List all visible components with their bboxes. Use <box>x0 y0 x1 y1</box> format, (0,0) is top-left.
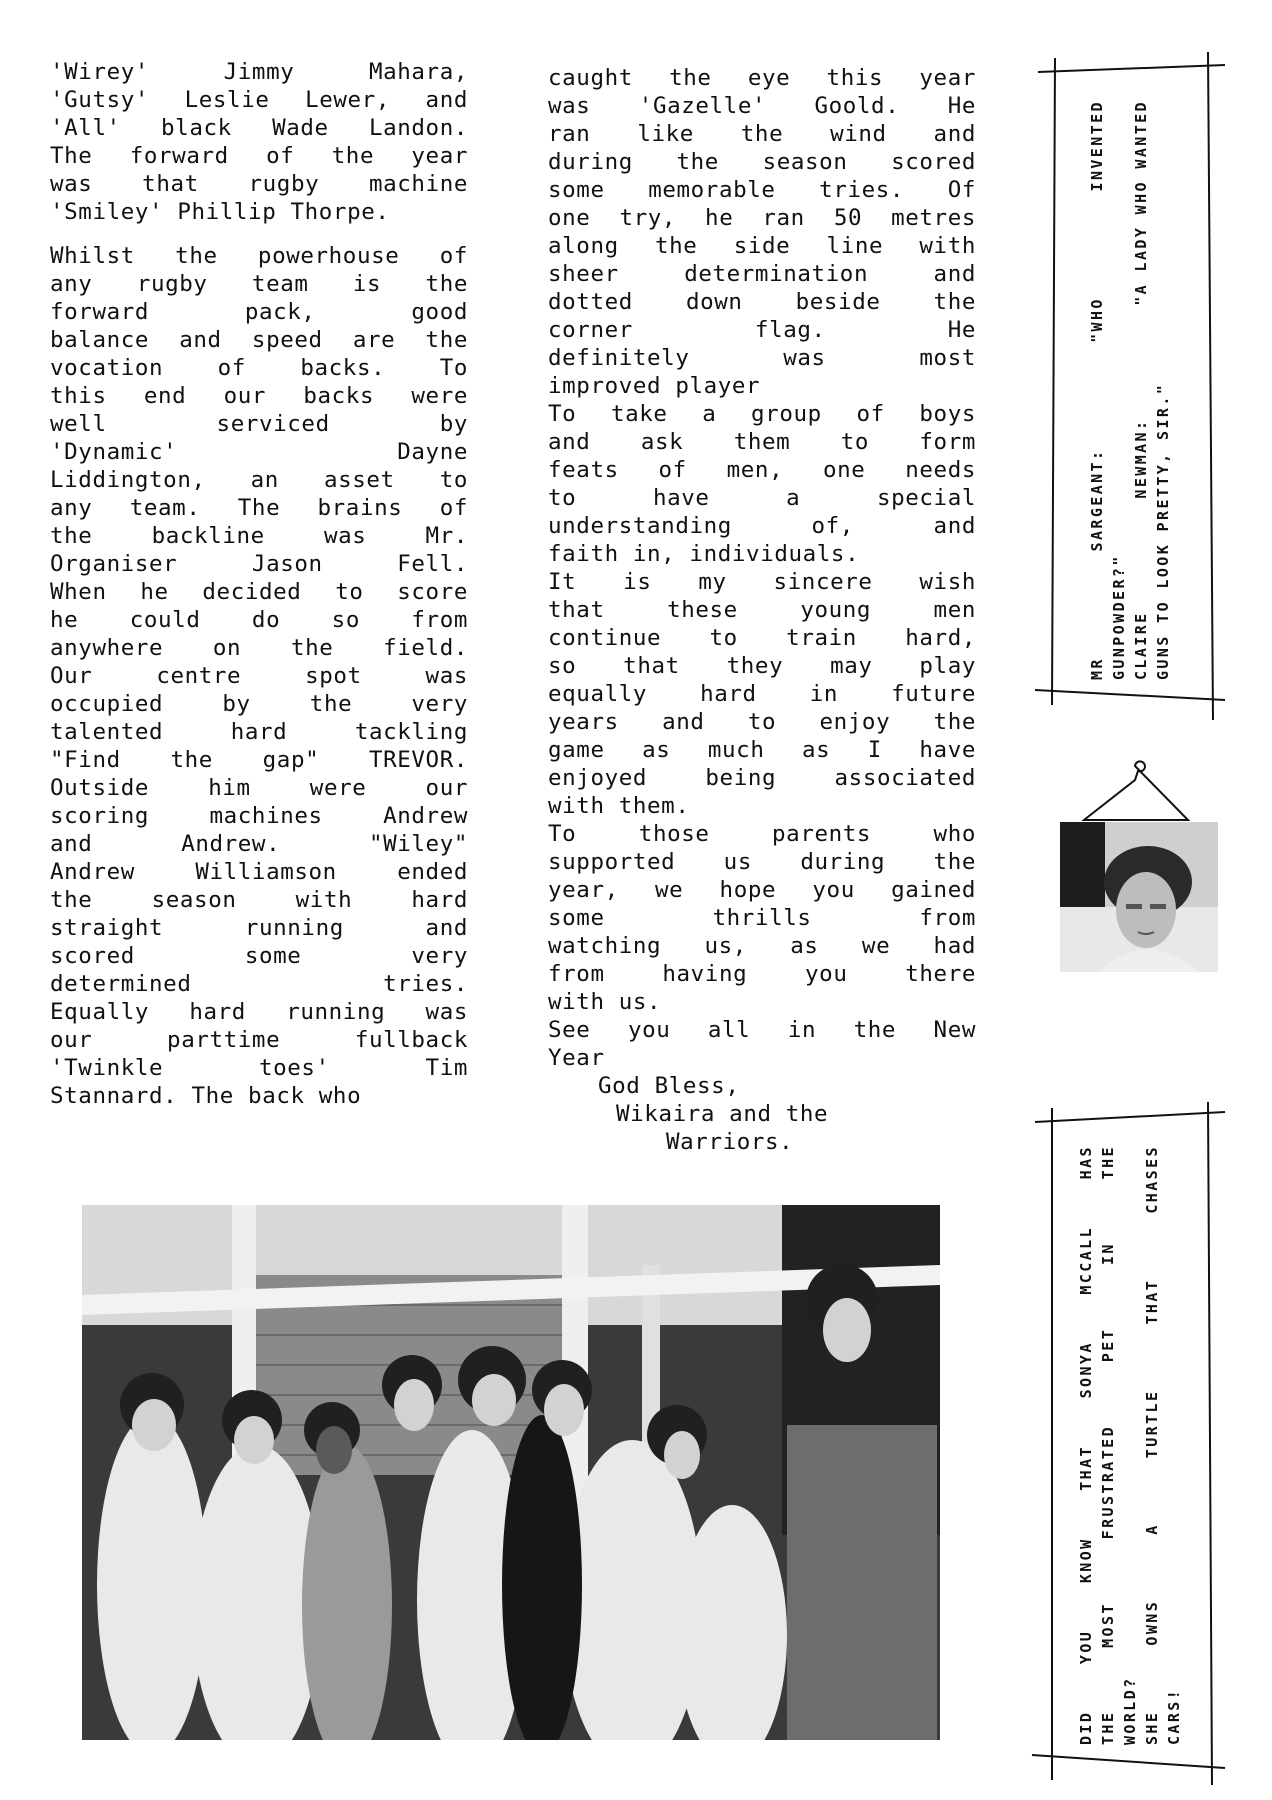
box-word: "A LADY WHO WANTED <box>1132 100 1150 306</box>
text-line: understanding of, and <box>548 513 976 539</box>
text-line: Year <box>548 1045 605 1071</box>
text-line: To take a group of boys <box>548 401 976 427</box>
article-column-1 <box>50 58 468 1110</box>
box-word: SARGEANT: <box>1088 448 1106 552</box>
box-line <box>1075 1145 1097 1745</box>
text-line: during the season scored <box>548 149 976 175</box>
text-line: 'Gutsy' Leslie Lewer, and <box>50 87 468 113</box>
box-word: THE <box>1099 1710 1117 1745</box>
box-word: THAT <box>1077 1445 1095 1491</box>
signoff-line-3: Warriors. <box>666 1129 794 1155</box>
box-word: "WHO <box>1088 297 1106 343</box>
box-word: THE <box>1099 1145 1117 1180</box>
box-line <box>1141 1145 1163 1745</box>
text-line: caught the eye this year <box>548 65 976 91</box>
box-word: CLAIRE <box>1132 611 1150 680</box>
text-line: along the side line with <box>548 233 976 259</box>
did-you-know-text <box>1075 1145 1185 1745</box>
box-word: CHASES <box>1143 1145 1161 1214</box>
box-line <box>1152 100 1174 680</box>
text-line: vocation of backs. To <box>50 355 468 381</box>
box-word: INVENTED <box>1088 100 1106 192</box>
box-word: MR <box>1088 657 1106 680</box>
text-line: 'Dynamic' Dayne <box>50 439 468 465</box>
text-line: well serviced by <box>50 411 468 437</box>
text-line: definitely was most <box>548 345 976 371</box>
text-line: dotted down beside the <box>548 289 976 315</box>
signoff-line-1: God Bless, <box>598 1073 740 1099</box>
text-line: the season with hard <box>50 887 468 913</box>
text-line: Our centre spot was <box>50 663 468 689</box>
text-line: the backline was Mr. <box>50 523 468 549</box>
box-word: GUNPOWDER?" <box>1110 554 1128 680</box>
text-line: talented hard tackling <box>50 719 468 745</box>
text-line: scored some very <box>50 943 468 969</box>
text-line: scoring machines Andrew <box>50 803 468 829</box>
text-line: balance and speed are the <box>50 327 468 353</box>
text-line: continue to train hard, <box>548 625 976 651</box>
box-word: MOST <box>1099 1602 1117 1648</box>
text-line: was 'Gazelle' Goold. He <box>548 93 976 119</box>
box-word: PET <box>1099 1327 1117 1363</box>
column2-paragraph-5 <box>548 1016 976 1072</box>
text-line: equally hard in future <box>548 681 976 707</box>
text-line: one try, he ran 50 metres <box>548 205 976 231</box>
box-word: TURTLE <box>1143 1389 1161 1459</box>
text-line: watching us, as we had <box>548 933 976 959</box>
quote-box-text <box>1086 100 1174 680</box>
box-word: HAS <box>1077 1145 1095 1180</box>
text-line: straight running and <box>50 915 468 941</box>
text-line: and ask them to form <box>548 429 976 455</box>
box-word: THAT <box>1143 1278 1161 1325</box>
text-line: any team. The brains of <box>50 495 468 521</box>
text-line: feats of men, one needs <box>548 457 976 483</box>
text-line: To those parents who <box>548 821 976 847</box>
text-line: any rugby team is the <box>50 271 468 297</box>
text-line: years and to enjoy the <box>548 709 976 735</box>
text-line: to have a special <box>548 485 976 511</box>
box-word: WORLD? <box>1121 1676 1139 1745</box>
text-line: year, we hope you gained <box>548 877 976 903</box>
box-line <box>1119 1145 1141 1745</box>
text-line: Outside him were our <box>50 775 468 801</box>
text-line: Liddington, an asset to <box>50 467 468 493</box>
text-line: 'Smiley' Phillip Thorpe. <box>50 199 390 225</box>
text-line: some thrills from <box>548 905 976 931</box>
text-line: enjoyed being associated <box>548 765 976 791</box>
text-line: The forward of the year <box>50 143 468 169</box>
box-word: A <box>1143 1523 1161 1535</box>
text-line: See you all in the New <box>548 1017 976 1043</box>
box-word: CARS! <box>1165 1687 1183 1745</box>
text-line: Equally hard running was <box>50 999 468 1025</box>
text-line: anywhere on the field. <box>50 635 468 661</box>
did-you-know-box <box>1030 1100 1230 1790</box>
text-line: ran like the wind and <box>548 121 976 147</box>
text-line: this end our backs were <box>50 383 468 409</box>
text-line: from having you there <box>548 961 976 987</box>
column2-paragraph-1 <box>548 64 976 400</box>
text-line: forward pack, good <box>50 299 468 325</box>
text-line: faith in, individuals. <box>548 541 860 567</box>
text-line: Whilst the powerhouse of <box>50 243 468 269</box>
text-line: corner flag. He <box>548 317 976 343</box>
group-photo <box>82 1205 940 1740</box>
box-word: IN <box>1099 1242 1117 1266</box>
column2-paragraph-4 <box>548 820 976 1016</box>
column2-paragraph-3 <box>548 568 976 820</box>
box-word: GUNS TO LOOK PRETTY, SIR." <box>1154 382 1172 680</box>
text-line: Stannard. The back who <box>50 1083 362 1109</box>
text-line: our parttime fullback <box>50 1027 468 1053</box>
box-word: FRUSTRATED <box>1099 1425 1117 1540</box>
box-word: YOU <box>1077 1629 1095 1665</box>
coat-hanger-drawing <box>1080 758 1190 828</box>
box-word: SHE <box>1143 1710 1161 1745</box>
text-line: so that they may play <box>548 653 976 679</box>
text-line: 'All' black Wade Landon. <box>50 115 468 141</box>
text-line: some memorable tries. Of <box>548 177 976 203</box>
box-word: MCCALL <box>1077 1225 1095 1295</box>
text-line: with us. <box>548 989 662 1015</box>
signoff <box>548 1072 976 1156</box>
text-line: occupied by the very <box>50 691 468 717</box>
text-line: determined tries. <box>50 971 468 997</box>
text-line: Andrew Williamson ended <box>50 859 468 885</box>
box-word: DID <box>1077 1710 1095 1745</box>
text-line: that these young men <box>548 597 976 623</box>
box-line <box>1130 100 1152 680</box>
signoff-line-2: Wikaira and the <box>616 1101 829 1127</box>
column2-paragraph-2 <box>548 400 976 568</box>
box-line <box>1086 100 1108 680</box>
article-column-2 <box>548 64 976 1156</box>
box-word: KNOW <box>1077 1537 1095 1584</box>
box-word: SONYA <box>1077 1341 1095 1399</box>
box-word: OWNS <box>1143 1599 1161 1646</box>
box-line <box>1097 1145 1119 1745</box>
text-line: game as much as I have <box>548 737 976 763</box>
box-line <box>1108 100 1130 680</box>
text-line: "Find the gap" TREVOR. <box>50 747 468 773</box>
text-line: supported us during the <box>548 849 976 875</box>
text-line: Organiser Jason Fell. <box>50 551 468 577</box>
text-line: It is my sincere wish <box>548 569 976 595</box>
text-line: he could do so from <box>50 607 468 633</box>
text-line: 'Wirey' Jimmy Mahara, <box>50 59 468 85</box>
quote-box-gunpowder <box>1030 50 1230 730</box>
text-line: and Andrew. "Wiley" <box>50 831 468 857</box>
column1-paragraph-1 <box>50 58 468 226</box>
portrait-photo <box>1060 822 1218 972</box>
text-line: When he decided to score <box>50 579 468 605</box>
column1-paragraph-2 <box>50 242 468 1110</box>
text-line: improved player <box>548 373 761 399</box>
text-line: sheer determination and <box>548 261 976 287</box>
text-line: was that rugby machine <box>50 171 468 197</box>
box-line <box>1163 1145 1185 1745</box>
text-line: 'Twinkle toes' Tim <box>50 1055 468 1081</box>
text-line: with them. <box>548 793 690 819</box>
box-word: NEWMAN: <box>1132 418 1150 499</box>
